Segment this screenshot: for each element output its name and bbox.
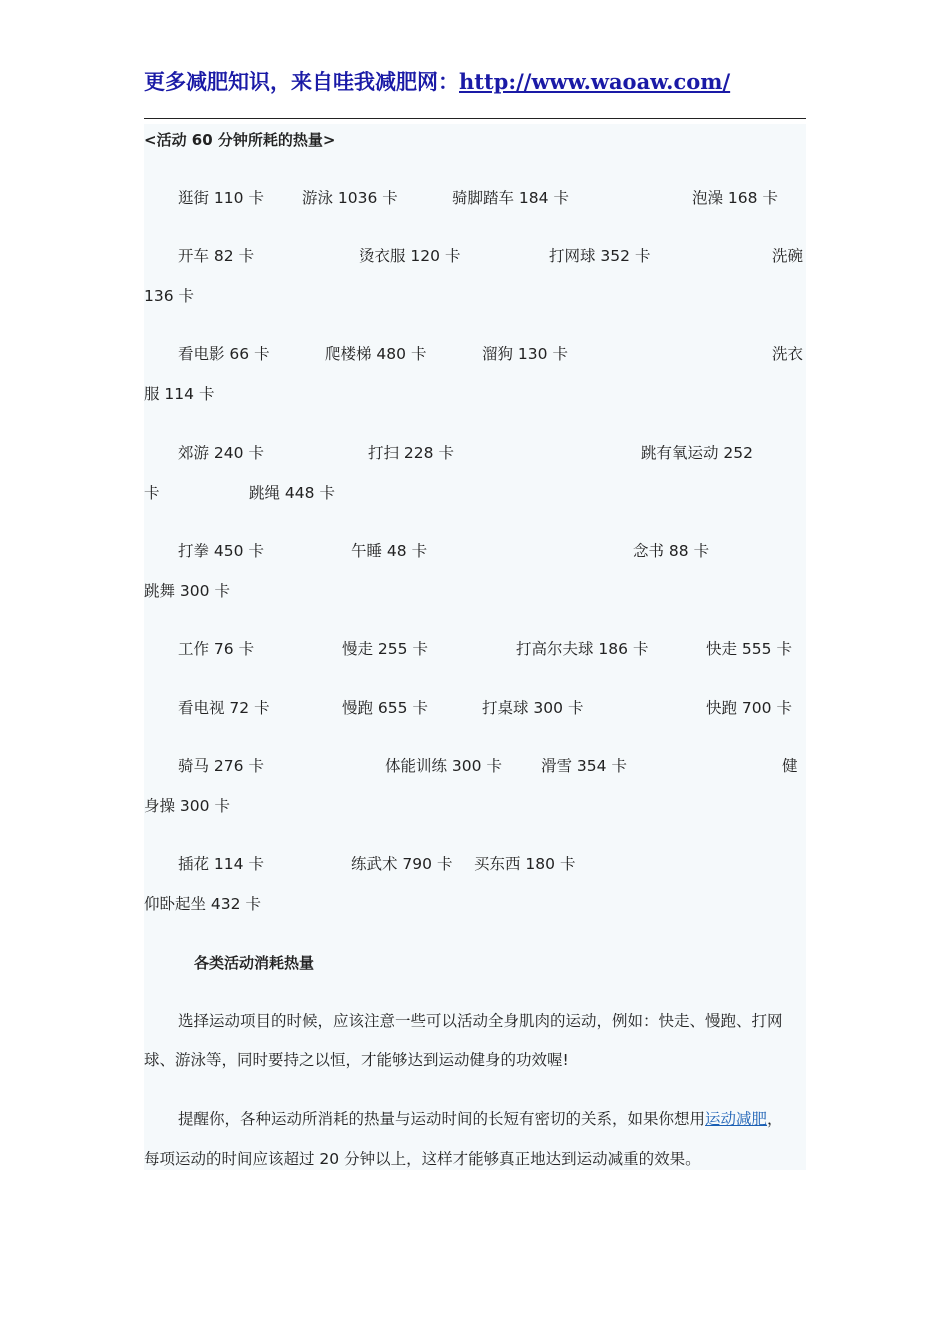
activity-item: 打网球 352 卡 [549, 247, 651, 265]
activity-item: 跳有氧运动 252 [641, 444, 754, 462]
activity-item: 健 [782, 757, 798, 775]
activity-item: 跳绳 448 卡 [249, 484, 335, 502]
activity-item: 练武术 790 卡 [351, 855, 453, 873]
activity-item: 骑马 276 卡 [178, 757, 264, 775]
activity-item: 洗碗 [772, 247, 804, 265]
activity-item-wrap: 跳舞 300 卡 [144, 582, 230, 600]
paragraph-line: 球、游泳等，同时要持之以恒，才能够达到运动健身的功效喔! [144, 1051, 569, 1069]
activity-item: 郊游 240 卡 [178, 444, 264, 462]
header-divider [144, 118, 806, 119]
site-header [144, 66, 806, 96]
activity-item: 骑脚踏车 184 卡 [452, 189, 569, 207]
activity-item: 看电影 66 卡 [178, 345, 270, 363]
paragraph-line: 选择运动项目的时候，应该注意一些可以活动全身肌肉的运动，例如：快走、慢跑、打网 [178, 1012, 783, 1030]
activity-item: 工作 76 卡 [178, 640, 255, 658]
activity-item-wrap: 仰卧起坐 432 卡 [144, 895, 261, 913]
activity-item: 慢跑 655 卡 [342, 699, 428, 717]
paragraph-text: 提醒你，各种运动所消耗的热量与运动时间的长短有密切的关系，如果你想用 [178, 1110, 706, 1128]
activity-item: 烫衣服 120 卡 [359, 247, 461, 265]
activity-item-wrap: 服 114 卡 [144, 385, 215, 403]
activity-item: 洗衣 [772, 345, 804, 363]
activity-item: 午睡 48 卡 [351, 542, 428, 560]
activity-item-wrap: 身操 300 卡 [144, 797, 230, 815]
site-link[interactable]: http://www.waoaw.com/ [459, 69, 731, 94]
activity-item: 插花 114 卡 [178, 855, 264, 873]
activity-item: 溜狗 130 卡 [482, 345, 568, 363]
activity-item-wrap: 卡 [144, 484, 160, 502]
paragraph-line [178, 1109, 783, 1129]
section-title: <活动 60 分钟所耗的热量> [144, 131, 336, 149]
activity-item: 打拳 450 卡 [178, 542, 264, 560]
activity-item: 打高尔夫球 186 卡 [516, 640, 649, 658]
activity-item: 开车 82 卡 [178, 247, 255, 265]
paragraph-line: 每项运动的时间应该超过 20 分钟以上，这样才能够真正地达到运动减重的效果。 [144, 1150, 701, 1168]
activity-item: 买东西 180 卡 [474, 855, 576, 873]
header-text: 更多减肥知识，来自哇我减肥网： [144, 69, 459, 94]
activity-item: 打桌球 300 卡 [482, 699, 584, 717]
activity-item: 泡澡 168 卡 [692, 189, 778, 207]
activity-item: 体能训练 300 卡 [385, 757, 502, 775]
activity-item: 慢走 255 卡 [342, 640, 428, 658]
activity-item: 游泳 1036 卡 [302, 189, 398, 207]
activity-item: 爬楼梯 480 卡 [325, 345, 427, 363]
activity-item: 看电视 72 卡 [178, 699, 270, 717]
subheading: 各类活动消耗热量 [194, 954, 315, 972]
activity-item: 快跑 700 卡 [706, 699, 792, 717]
weight-loss-link[interactable]: 运动减肥 [705, 1110, 768, 1128]
activity-item: 念书 88 卡 [633, 542, 710, 560]
activity-item-wrap: 136 卡 [144, 287, 195, 305]
activity-item: 打扫 228 卡 [368, 444, 454, 462]
activity-item: 逛街 110 卡 [178, 189, 264, 207]
activity-item: 快走 555 卡 [706, 640, 792, 658]
activity-item: 滑雪 354 卡 [541, 757, 627, 775]
paragraph-text: ， [767, 1110, 783, 1128]
